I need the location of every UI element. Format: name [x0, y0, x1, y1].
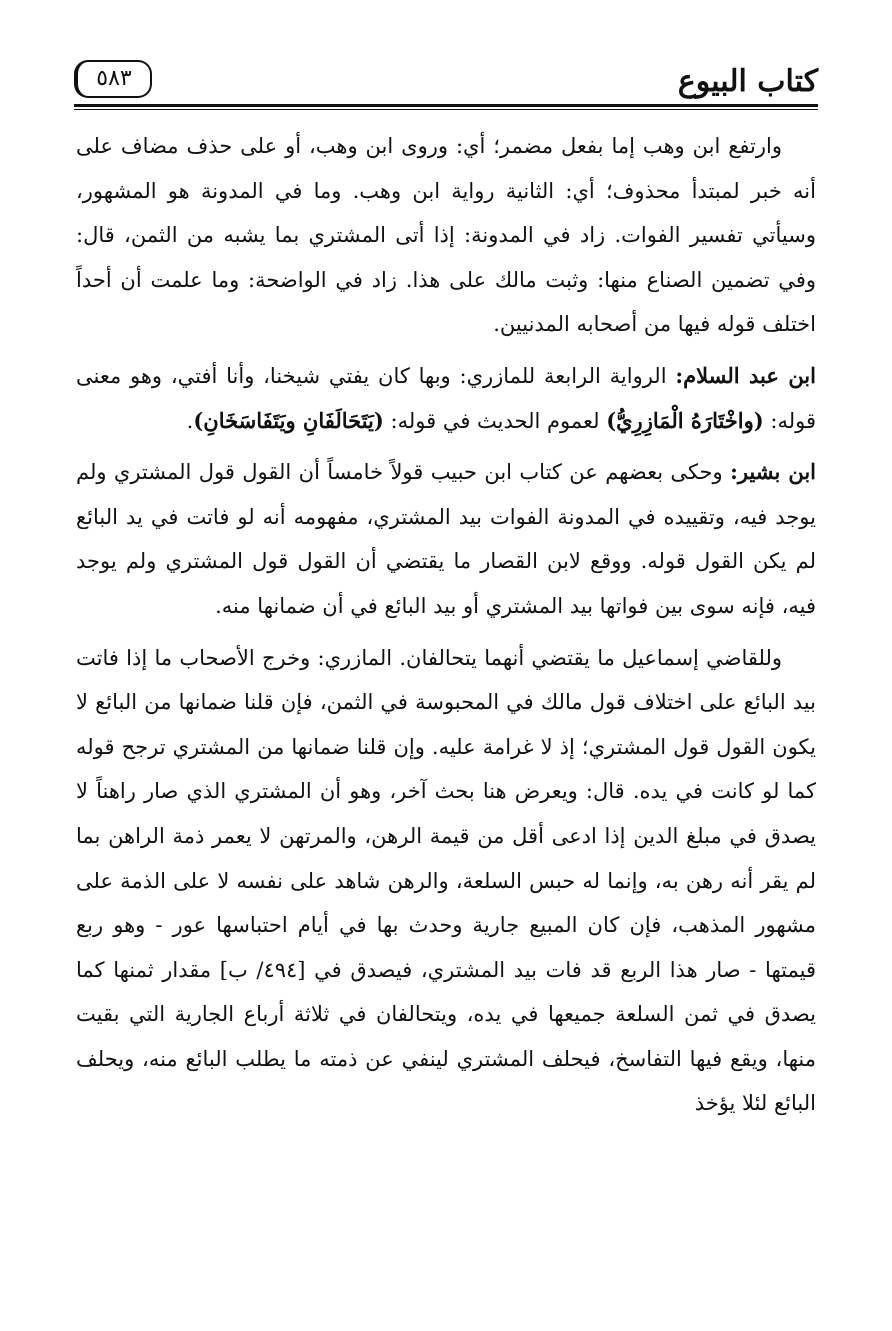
- quoted-hadith: (يَتَحَالَفَانِ ويَتَفَاسَخَانِ): [193, 407, 384, 433]
- paragraph-2-text-a: الرواية الرابعة للمازري: وبها كان يفتي شيخنا، وأنا أفتي، وهو معنى قوله:: [76, 363, 816, 433]
- quoted-matn-1: (واخْتَارَهُ الْمَازِرِيُّ): [606, 407, 764, 433]
- paragraph-1: وارتفع ابن وهب إما بفعل مضمر؛ أي: وروى ابن وهب، أو على حذف مضاف على أنه خبر لمبتدأ محذوف؛ أي: الثانية رواية ابن وهب. وما في المدونة هو المشهور، وسيأتي تفسير الفوات. زاد في المدونة: إذا أتى المشتري بما يشبه من الثمن، قال: وفي تضمين الصناع منها: وثبت مالك على هذا. زاد في الواضحة: وما علمت أن أحداً اختلف قوله فيها من أصحابه المدنيين.: [76, 134, 816, 337]
- paragraph-3: [76, 450, 816, 628]
- paragraph-3-text: وحكى بعضهم عن كتاب ابن حبيب قولاً خامساً أن القول قول المشتري ولم يوجد فيه، وتقييده في المدونة الفوات بيد المشتري، مفهومه أنه لو فاتت في يد البائع لم يكن القول قوله. ووقع لابن القصار ما يقتضي أن القول قول المشتري ولم يوجد فيه، فإنه سوى بين فواتها بيد المشتري أو بيد البائع في أن ضمانها منه.: [76, 460, 816, 618]
- header-rule-thin: [74, 109, 818, 110]
- page-number: ٥٨٣: [74, 60, 152, 98]
- header-rule: [74, 104, 818, 107]
- body-text: [76, 124, 816, 1133]
- paragraph-2-text-c: .: [186, 408, 194, 433]
- paragraph-4: وللقاضي إسماعيل ما يقتضي أنهما يتحالفان. المازري: وخرج الأصحاب ما إذا فاتت بيد البائع على اختلاف قول مالك في المحبوسة في الثمن، فإن قلنا ضمانها من البائع لا يكون القول قول المشتري؛ إذ لا غرامة عليه. وإن قلنا ضمانها من المشتري ترجح قوله كما لو كانت في يده. قال: ويعرض هنا بحث آخر، وهو أن المشتري الذي صار راهناً لا يصدق في مبلغ الدين إذا ادعى أقل من قيمة الرهن، والمرتهن لا يعمر ذمة الراهن بما لم يقر أنه رهن به، وإنما له حبس السلعة، والرهن شاهد على نفسه لا على الذمة على مشهور المذهب، فإن كان المبيع جارية وحدث بها في أيام احتباسها عور - وهو ربع قيمتها - صار هذا الربع قد فات بيد المشتري، فيصدق في [٤٩٤/ ب] مقدار ثمنها كما يصدق في ثمن السلعة جميعها في يده، ويتحالفان في ثلاثة أرباع الجارية التي بقيت منها، ويقع فيها التفاسخ، فيحلف المشتري لينفي عن ذمته ما يطلب البائع منه، ويحلف البائع لئلا يؤخذ: [76, 645, 816, 1116]
- speaker-ibn-bashir: ابن بشير:: [730, 459, 817, 485]
- chapter-title: كتاب البيوع: [677, 64, 818, 99]
- speaker-ibn-abd-al-salam: ابن عبد السلام:: [675, 362, 816, 388]
- running-header: [74, 58, 818, 110]
- paragraph-2-text-b: لعموم الحديث في قوله:: [383, 408, 607, 433]
- paragraph-2: [76, 354, 816, 443]
